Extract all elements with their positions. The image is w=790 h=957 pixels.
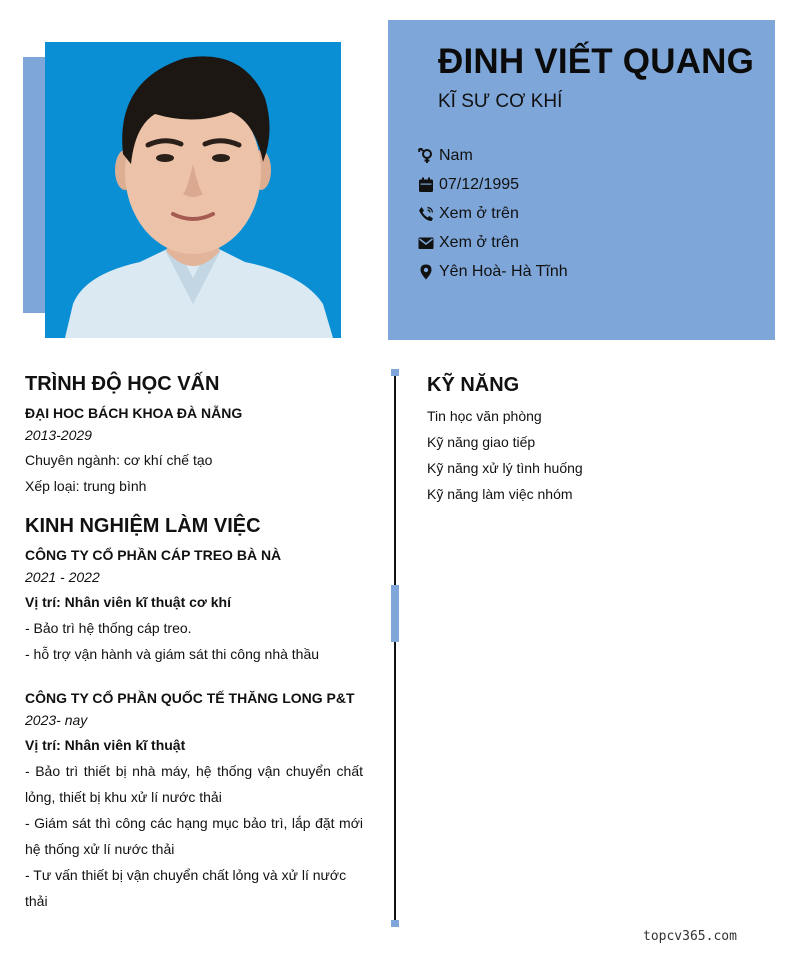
- personal-info: [418, 141, 568, 286]
- info-value: Xem ở trên: [439, 233, 519, 251]
- info-value: Nam: [439, 146, 473, 164]
- job-period: 2021 - 2022: [25, 569, 100, 585]
- job-task: - Giám sát thì công các hạng mục bảo trì, lắp đặt mới hệ thống xử lí nước thải: [25, 815, 363, 857]
- column-divider: [394, 371, 396, 925]
- email-icon: [418, 235, 439, 251]
- skills-list: [427, 403, 757, 507]
- watermark: topcv365.com: [643, 929, 737, 944]
- info-value: Yên Hoà- Hà Tĩnh: [439, 262, 568, 280]
- info-address: [418, 257, 568, 286]
- info-phone: [418, 199, 568, 228]
- divider-top-cap: [391, 369, 399, 376]
- education-period: 2013-2029: [25, 427, 92, 443]
- info-gender: [418, 141, 568, 170]
- job-entry: [25, 545, 363, 667]
- calendar-icon: [418, 177, 439, 193]
- job-company: CÔNG TY CỔ PHẦN CÁP TREO BÀ NÀ: [25, 547, 282, 563]
- job-title: KĨ SƯ CƠ KHÍ: [438, 91, 563, 112]
- profile-photo: [45, 42, 341, 338]
- phone-icon: [418, 206, 439, 222]
- education-major: Chuyên ngành: cơ khí chế tạo: [25, 452, 213, 468]
- skill-item: Kỹ năng xử lý tình huống: [427, 460, 583, 476]
- experience-title: KINH NGHIỆM LÀM VIỆC: [25, 515, 261, 537]
- job-task: - Tư vấn thiết bị vận chuyển chất lỏng và xử lí nước thải: [25, 867, 347, 909]
- info-value: 07/12/1995: [439, 175, 520, 193]
- candidate-name: ĐINH VIẾT QUANG: [438, 42, 755, 81]
- job-role: Vị trí: Nhân viên kĩ thuật cơ khí: [25, 594, 231, 610]
- job-role: Vị trí: Nhân viên kĩ thuật: [25, 737, 186, 753]
- job-entry: [25, 688, 363, 914]
- job-period: 2023- nay: [25, 712, 88, 728]
- location-pin-icon: [418, 264, 439, 280]
- gender-icon: [418, 148, 439, 164]
- divider-bottom-cap: [391, 920, 399, 927]
- header-panel: [388, 20, 775, 340]
- left-column: [25, 370, 363, 914]
- info-email: [418, 228, 568, 257]
- divider-mid-marker: [391, 585, 399, 642]
- job-task: - Bảo trì thiết bị nhà máy, hệ thống vận chuyển chất lỏng, thiết bị khu xử lí nước thải: [25, 763, 363, 805]
- skill-item: Tin học văn phòng: [427, 408, 542, 424]
- job-task: - Bảo trì hệ thống cáp treo.: [25, 620, 192, 636]
- education-school: ĐẠI HOC BÁCH KHOA ĐÀ NẴNG: [25, 405, 243, 421]
- skill-item: Kỹ năng làm việc nhóm: [427, 486, 573, 502]
- skill-item: Kỹ năng giao tiếp: [427, 434, 536, 450]
- education-title: TRÌNH ĐỘ HỌC VẤN: [25, 373, 220, 395]
- info-value: Xem ở trên: [439, 204, 519, 222]
- portrait-illustration: [45, 42, 341, 338]
- education-grade: Xếp loại: trung bình: [25, 478, 147, 494]
- job-task: - hỗ trợ vận hành và giám sát thi công nhà thầu: [25, 646, 320, 662]
- skills-title: KỸ NĂNG: [427, 374, 520, 396]
- right-column: [427, 374, 757, 507]
- job-company: CÔNG TY CỔ PHẦN QUỐC TẾ THĂNG LONG P&T: [25, 690, 355, 706]
- info-birthday: [418, 170, 568, 199]
